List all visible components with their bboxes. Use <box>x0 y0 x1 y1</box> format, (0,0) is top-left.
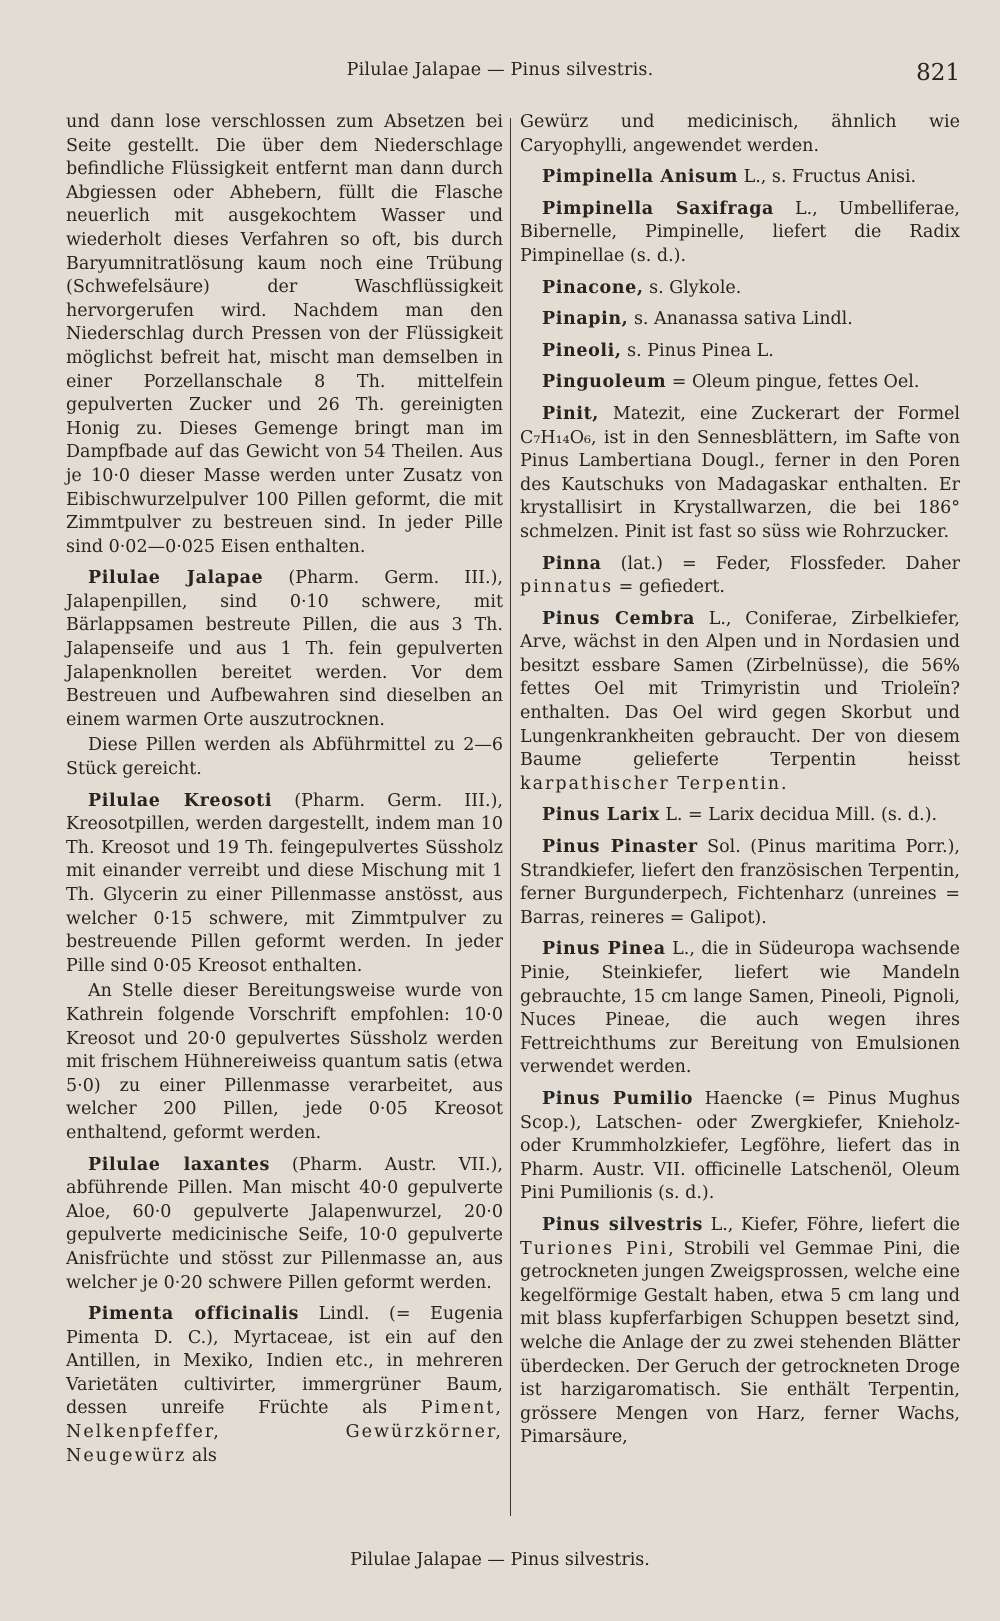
entry-headword: Pinapin, <box>542 309 629 330</box>
spaced-term: Turiones Pini <box>520 1238 669 1259</box>
dictionary-entry: Pinna (lat.) = Feder, Flossfeder. Daher pinnatus = gefiedert. <box>520 553 960 598</box>
entry-headword: Pinus Pinaster <box>542 837 698 858</box>
entry-headword: Pinacone, <box>542 277 644 298</box>
left-column <box>66 111 503 1468</box>
dictionary-entry: Pinguoleum = Oleum pingue, fettes Oel. <box>542 372 920 393</box>
page-number: 821 <box>916 60 960 86</box>
entry-headword: Pinus Larix <box>542 805 660 826</box>
spaced-term: Piment, Nelkenpfeffer, Gewürzkörner, Neugewürz <box>66 1398 503 1466</box>
entry-paragraph: An Stelle dieser Bereitungsweise wurde von Kathrein folgende Vorschrift empfohlen: 10·0 Kreosot und 20·0 gepulvertes Süssholz werden mit frischem Hühnereiweiss quantum satis (etwa 5·0) zu einer Pillenmasse verarbeitet, aus welcher 200 Pillen, jede 0·05 Kreosot enthaltend, geformt werden. <box>66 981 503 1143</box>
entry-headword: Pimpinella Anisum <box>542 167 739 188</box>
entry-headword: Pinus Pinea <box>542 939 666 960</box>
column-divider <box>510 118 511 1516</box>
dictionary-entry: Pinus Pinaster Sol. (Pinus maritima Porr.), Strandkiefer, liefert den französischen Terpentin, ferner Burgunderpech, Fichtenharz (unreines = Barras, reineres = Galipot). <box>520 837 960 928</box>
entry-headword: Pilulae laxantes <box>88 1154 270 1175</box>
dictionary-entry: Pinapin, s. Ananassa sativa Lindl. <box>542 309 853 330</box>
dictionary-entry: Pinus Pinea L., die in Südeuropa wachsende Pinie, Steinkiefer, liefert wie Mandeln gebrauchte, 15 cm lange Samen, Pineoli, Pignoli, Nuces Pineae, die auch wegen ihres Fettreichthums zur Bereitung von Emulsionen verwendet werden. <box>520 939 960 1078</box>
entry-headword: Pilulae Kreosoti <box>88 790 273 811</box>
dictionary-entry: Pilulae Kreosoti (Pharm. Germ. III.), Kreosotpillen, werden dargestellt, indem man 10 Th. Kreosot und 19 Th. feingepulvertes Süssholz mit einander verreibt und diese Mischung mit 1 Th. Glycerin zu einer Pillenmasse anstösst, aus welcher 0·15 schwere, mit Zimmtpulver zu bestreuende Pillen geformt werden. In jeder Pille sind 0·05 Kreosot enthalten. <box>66 790 503 976</box>
entry-headword: Pimenta officinalis <box>88 1304 300 1325</box>
footer-running-title: Pilulae Jalapae — Pinus silvestris. <box>350 1550 650 1570</box>
dictionary-entry: Pinus Pumilio Haencke (= Pinus Mughus Scop.), Latschen- oder Zwergkiefer, Knieholz- oder Krummholzkiefer, Legföhre, liefert das in Pharm. Austr. VII. officinelle Latschenöl, Oleum Pini Pumilionis (s. d.). <box>520 1088 961 1204</box>
dictionary-entry: Pimpinella Anisum L., s. Fructus Anisi. <box>542 167 917 188</box>
entry-paragraph: Diese Pillen werden als Abführmittel zu 2—6 Stück gereicht. <box>66 735 503 780</box>
dictionary-entry: Pilulae laxantes (Pharm. Austr. VII.), abführende Pillen. Man mischt 40·0 gepulverte Aloe, 60·0 gepulverte Jalapenwurzel, 20·0 gepulverte medicinische Seife, 10·0 gepulverte Anisfrüchte und stösst zur Pillenmasse an, aus welcher je 0·20 schwere Pillen geformt werden. <box>66 1154 503 1293</box>
entry-headword: Pineoli, <box>542 340 622 361</box>
entry-headword: Pinus Pumilio <box>542 1088 694 1109</box>
dictionary-entry: Pineoli, s. Pinus Pinea L. <box>542 340 774 361</box>
entry-headword: Pilulae Jalapae <box>88 568 264 589</box>
entry-continuation: und dann lose verschlossen zum Absetzen bei Seite gestellt. Die über dem Niederschlage befindliche Flüssigkeit entfernt man dann durch Abgiessen oder Abhebern, füllt die Flasche neuerlich mit ausgekochtem Wasser und wiederholt dieses Verfahren so oft, bis durch Baryumnitratlösung kaum noch eine Trübung (Schwefelsäure) der Waschflüssigkeit hervorgerufen wird. Nachdem man den Niederschlag durch Pressen von der Flüssigkeit möglichst befreit hat, mischt man demselben in einer Porzellanschale 8 Th. mittelfein gepulverten Zucker und 26 Th. gereinigten Honig zu. Dieses Gemenge bringt man im Dampfbade auf das Gewicht von 54 Theilen. Aus je 10·0 dieser Masse werden unter Zusatz von Eibischwurzelpulver 100 Pillen geformt, die mit Zimmtpulver zu bestreuen sind. In jeder Pille sind 0·02—0·025 Eisen enthalten. <box>66 112 503 557</box>
running-head: Pilulae Jalapae — Pinus silvestris. <box>346 60 654 80</box>
dictionary-entry: Pinus silvestris L., Kiefer, Föhre, liefert die Turiones Pini, Strobili vel Gemmae Pini, die getrockneten jungen Zweigsprossen, welche eine kegelförmige Gestalt haben, etwa 5 cm lang und mit blass kupferfarbigen Schuppen besetzt sind, welche die Anlage der zu zwei stehenden Blätter überdecken. Der Geruch der getrockneten Droge ist harzigaromatisch. Sie enthält Terpentin, grössere Mengen von Harz, ferner Wachs, Pimarsäure, <box>520 1214 961 1448</box>
dictionary-entry: Pilulae Jalapae (Pharm. Germ. III.), Jalapenpillen, sind 0·10 schwere, mit Bärlappsamen bestreute Pillen, die aus 3 Th. Jalapenseife und aus 1 Th. fein gepulverten Jalapenknollen bereitet werden. Vor dem Bestreuen und Aufbewahren sind dieselben an einem warmen Orte auszutrocknen. <box>66 568 503 730</box>
dictionary-entry: Pinacone, s. Glykole. <box>542 277 742 298</box>
entry-headword: Pinit, <box>542 403 599 424</box>
entry-headword: Pinus silvestris <box>542 1214 703 1235</box>
entry-headword: Pinguoleum <box>542 372 667 393</box>
entry-headword: Pinus Cembra <box>542 608 695 629</box>
dictionary-entry: Pinit, Matezit, eine Zuckerart der Formel C₇H₁₄O₆, ist in den Sennesblättern, im Safte von Pinus Lambertiana Dougl., ferner in den Poren des Kautschuks von Madagaskar enthalten. Er krystallisirt in Krystallwarzen, die bei 186° schmelzen. Pinit ist fast so süss wie Rohrzucker. <box>520 403 960 542</box>
entry-headword: Pinna <box>542 553 602 574</box>
dictionary-entry: Pinus Larix L. = Larix decidua Mill. (s. d.). <box>542 805 938 826</box>
dictionary-entry: Pinus Cembra L., Coniferae, Zirbelkiefer, Arve, wächst in den Alpen und in Nordasien und besitzt essbare Samen (Zirbelnüsse), die 56% fettes Oel mit Trimyristin und Trioleïn? enthalten. Das Oel wird gegen Skorbut und Lungenkrankheiten gebraucht. Der von diesem Baume gelieferte Terpentin heisst karpathischer Terpentin. <box>520 608 960 794</box>
entry-continuation: Gewürz und medicinisch, ähnlich wie Caryophylli, angewendet werden. <box>520 112 960 156</box>
dictionary-entry: Pimpinella Saxifraga L., Umbelliferae, Bibernelle, Pimpinelle, liefert die Radix Pimpinellae (s. d.). <box>520 198 960 266</box>
entry-headword: Pimpinella Saxifraga <box>542 198 774 219</box>
spaced-term: pinnatus <box>520 577 614 598</box>
dictionary-entry: Pimenta officinalis Lindl. (= Eugenia Pimenta D. C.), Myrtaceae, ist ein auf den Antillen, in Mexiko, Indien etc., in mehreren Varietäten cultivirter, immergrüner Baum, dessen unreife Früchte als Piment, Nelkenpfeffer, Gewürzkörner, Neugewürz als <box>66 1304 503 1466</box>
spaced-term: karpathischer Terpentin <box>520 773 782 794</box>
right-column <box>520 111 960 1450</box>
